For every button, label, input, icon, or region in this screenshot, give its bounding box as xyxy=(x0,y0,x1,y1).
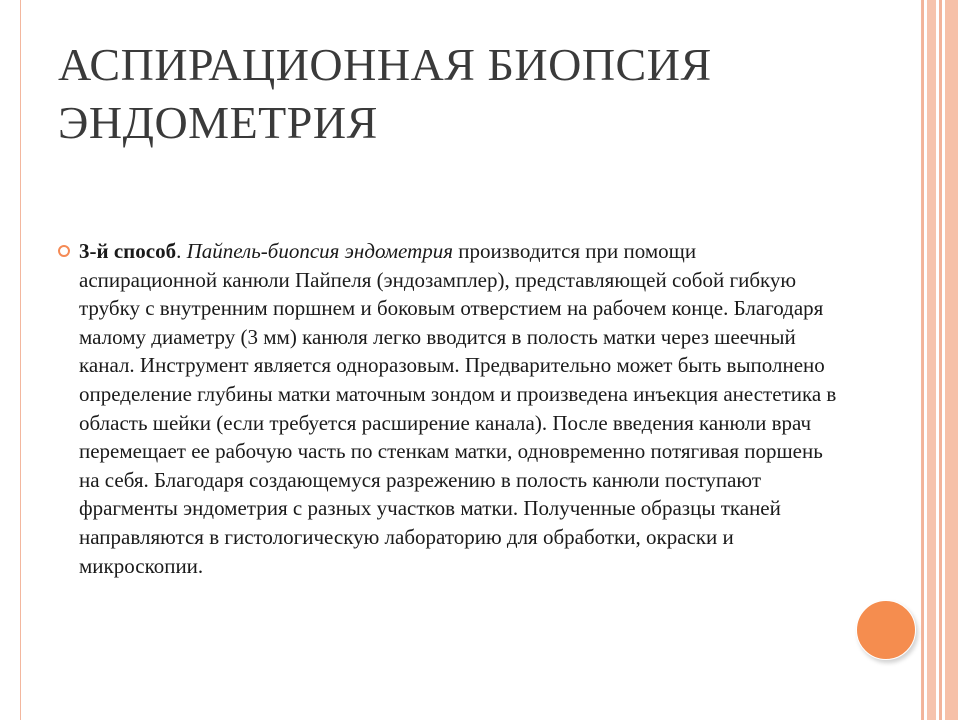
bullet-separator: . xyxy=(176,239,187,263)
stripe xyxy=(945,0,958,720)
bullet-text xyxy=(79,237,839,580)
stripe xyxy=(939,0,942,720)
decorative-stripes xyxy=(922,0,960,720)
stripe xyxy=(922,0,924,720)
slide-title: АСПИРАЦИОННАЯ БИОПСИЯ ЭНДОМЕТРИЯ xyxy=(58,39,712,148)
bullet-term: Пайпель-биопсия эндометрия xyxy=(186,239,454,263)
bullet-body: производится при помощи аспирационной канюли Пайпеля (эндозамплер), представляющей собой гибкую трубку с внутренним поршнем и боковым отверстием на рабочем конце. Благодаря малому диаметру (3 мм) канюля легко вводится в полость матки через шеечный канал. Инструмент является одноразовым. Предварительно может быть выполнено определение глубины матки маточным зондом и произведена инъекция анестетика в область шейки (если требуется расширение канала). После введения канюли врач перемещает ее рабочую часть по стенкам матки, одновременно потягивая поршень на себя. Благодаря создающемуся разрежению в полость канюли поступают фрагменты эндометрия с разных участков матки. Полученные образцы тканей направляются в гистологическую лабораторию для обработки, окраски и микроскопии. xyxy=(79,239,837,578)
bullet-lead: 3-й способ xyxy=(79,239,177,263)
decorative-orange-circle xyxy=(856,600,916,660)
bullet-circle-icon xyxy=(58,245,70,257)
stripe xyxy=(927,0,936,720)
bullet-item xyxy=(55,237,835,580)
